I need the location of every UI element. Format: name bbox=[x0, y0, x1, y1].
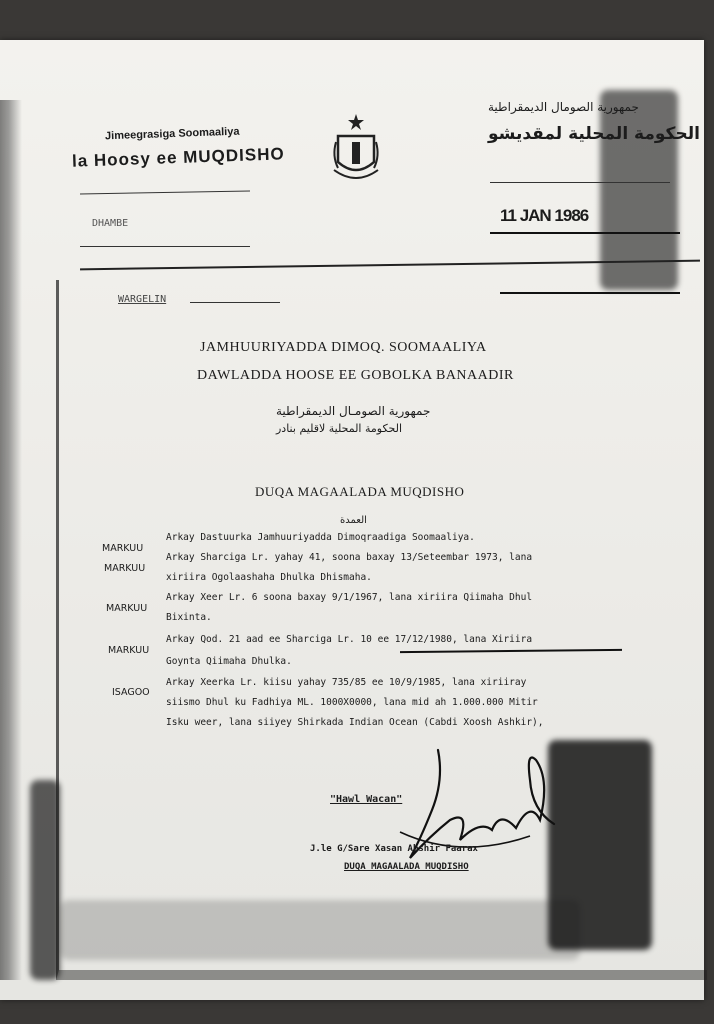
clause-text: Isku weer, lana siiyey Shirkada Indian Ocean (Cabdi Xoosh Ashkir), bbox=[166, 717, 544, 728]
government-title: DAWLADDA HOOSE EE GOBOLKA BANAADIR bbox=[197, 368, 514, 383]
somali-coat-of-arms-emblem bbox=[330, 112, 382, 190]
header-rule bbox=[490, 232, 680, 234]
clause-text: Arkay Xeer Lr. 6 soona baxay 9/1/1967, lana xiriira Qiimaha Dhul bbox=[166, 592, 533, 603]
signer-name: J.le G/Sare Xasan Abshir Faarax bbox=[310, 844, 478, 854]
arabic-government-title: الحكومة المحلية لاقليم بنادر bbox=[276, 422, 403, 435]
header-arabic-line2: الحكومة المحلية لمقديشو bbox=[488, 124, 700, 144]
handwritten-signature bbox=[380, 740, 580, 880]
header-rule bbox=[500, 292, 680, 294]
clause-text: Goynta Qiimaha Dhulka. bbox=[166, 656, 292, 667]
office-title: DUQA MAGAALADA MUQDISHO bbox=[255, 484, 465, 499]
clause-label: MARKUU bbox=[104, 563, 146, 574]
subject-label: WARGELIN bbox=[118, 294, 167, 305]
closing-salutation: "Hawl Wacan" bbox=[330, 794, 403, 805]
republic-title: JAMHUURIYADDA DIMOQ. SOOMAALIYA bbox=[200, 340, 487, 355]
header-arabic-line1: جمهورية الصومال الديمقراطية bbox=[488, 100, 639, 114]
clause-label: MARKUU bbox=[102, 543, 144, 554]
clause-text: Arkay Sharciga Lr. yahay 41, soona baxay 13/Seteembar 1973, lana bbox=[166, 552, 533, 563]
arabic-republic-title: جمهورية الصومـال الديمقراطية bbox=[276, 404, 431, 418]
clause-label: MARKUU bbox=[106, 603, 148, 614]
signer-title: DUQA MAGAALADA MUQDISHO bbox=[344, 862, 469, 872]
header-left-line1: Jimeegrasiga Soomaaliya bbox=[104, 125, 240, 143]
clause-text: Arkay Dastuurka Jamhuuriyadda Dimoqraadiga Soomaaliya. bbox=[166, 532, 475, 543]
header-left-line2: la Hoosy ee MUQDISHO bbox=[71, 144, 285, 171]
clause-text: siismo Dhul ku Fadhiya ML. 1000X0000, lana mid ah 1.000.000 Mitir bbox=[166, 697, 538, 708]
photocopy-smudge bbox=[30, 780, 60, 980]
page-edge-shadow bbox=[0, 100, 22, 980]
clause-label: ISAGOO bbox=[112, 687, 150, 698]
header-rule bbox=[80, 246, 250, 247]
header-rule bbox=[490, 182, 670, 183]
clause-label: MARKUU bbox=[108, 645, 150, 656]
clause-text: Arkay Qod. 21 aad ee Sharciga Lr. 10 ee 17/12/1980, lana Xiriira bbox=[166, 634, 533, 645]
clause-text: xiriira Ogolaashaha Dhulka Dhismaha. bbox=[166, 572, 372, 583]
date-stamp: 11 JAN 1986 bbox=[500, 206, 589, 225]
reference-number-label: DHAMBE bbox=[92, 218, 129, 229]
clause-text: Arkay Xeerka Lr. kiisu yahay 735/85 ee 10/9/1985, lana xiriiray bbox=[166, 677, 527, 688]
photocopy-smudge bbox=[60, 900, 580, 960]
clause-text: Bixinta. bbox=[166, 612, 212, 623]
subject-rule bbox=[190, 302, 280, 303]
arabic-office-title: العمدة bbox=[340, 515, 367, 526]
